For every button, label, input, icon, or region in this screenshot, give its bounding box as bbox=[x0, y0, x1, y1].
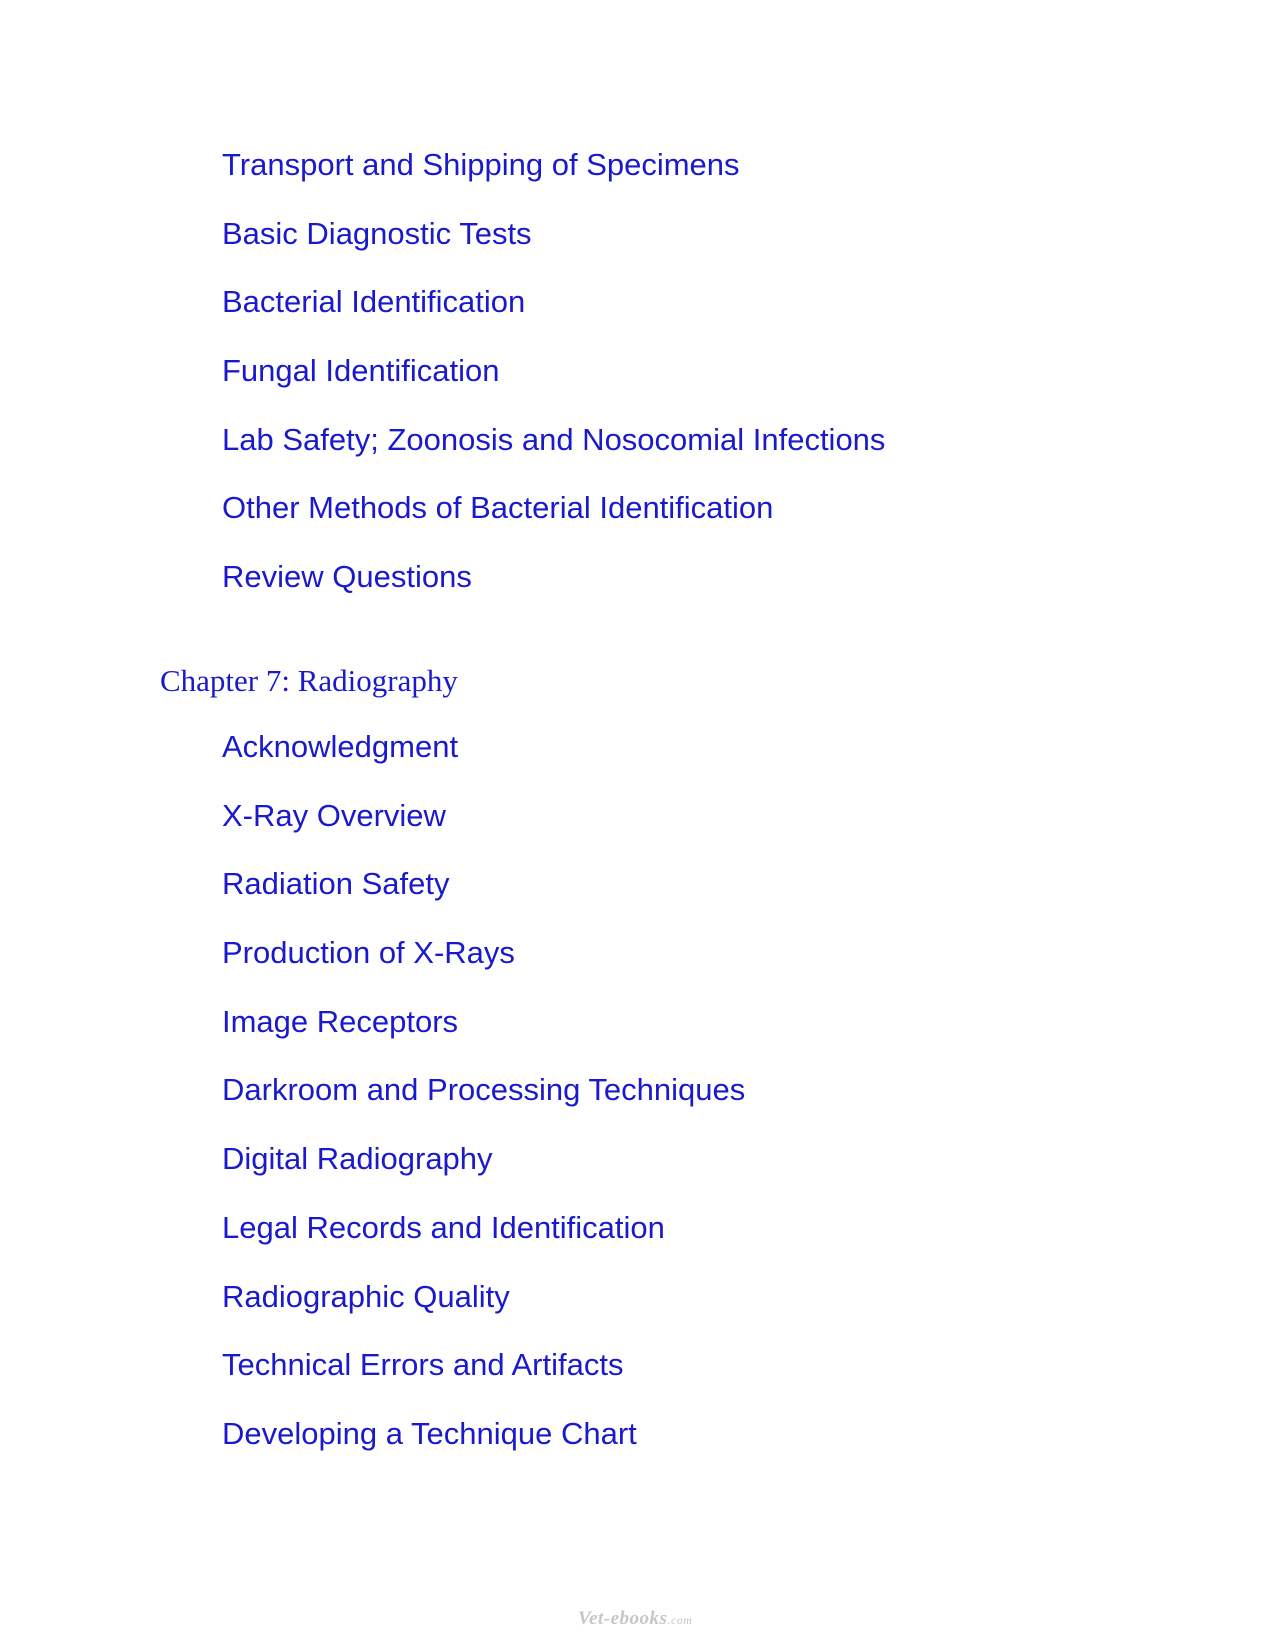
toc-link-image-receptors[interactable]: Image Receptors bbox=[222, 1003, 459, 1039]
list-item bbox=[222, 421, 886, 494]
toc-link-x-ray-overview[interactable]: X-Ray Overview bbox=[222, 797, 446, 833]
toc-link-transport-shipping[interactable]: Transport and Shipping of Specimens bbox=[222, 147, 740, 182]
list-item bbox=[222, 1003, 745, 1076]
toc-link-radiation-safety[interactable]: Radiation Safety bbox=[222, 866, 450, 902]
list-item bbox=[222, 866, 745, 938]
toc-section-radiography bbox=[222, 729, 746, 1488]
watermark-suffix: .com bbox=[667, 1613, 693, 1627]
list-item bbox=[222, 147, 885, 219]
toc-link-bacterial-identification[interactable]: Bacterial Identification bbox=[222, 284, 526, 320]
list-item bbox=[222, 729, 745, 801]
toc-link-lab-safety[interactable]: Lab Safety; Zoonosis and Nosocomial Infections bbox=[222, 421, 886, 457]
toc-link-other-methods[interactable]: Other Methods of Bacterial Identification bbox=[222, 490, 774, 526]
list-item bbox=[222, 1278, 745, 1351]
toc-link-technical-errors[interactable]: Technical Errors and Artifacts bbox=[222, 1347, 624, 1383]
toc-link-darkroom-processing[interactable]: Darkroom and Processing Techniques bbox=[222, 1072, 746, 1108]
list-item bbox=[222, 284, 885, 356]
list-item bbox=[222, 797, 745, 870]
list-item bbox=[222, 353, 885, 425]
toc-link-legal-records[interactable]: Legal Records and Identification bbox=[222, 1209, 665, 1245]
list-item bbox=[222, 1209, 745, 1282]
list-item bbox=[222, 215, 885, 288]
list-item bbox=[222, 935, 745, 1007]
list-item bbox=[222, 1347, 745, 1419]
toc-link-digital-radiography[interactable]: Digital Radiography bbox=[222, 1141, 493, 1177]
toc-link-technique-chart[interactable]: Developing a Technique Chart bbox=[222, 1415, 637, 1451]
list-item bbox=[222, 1415, 745, 1488]
toc-link-production-of-x-rays[interactable]: Production of X-Rays bbox=[222, 935, 515, 971]
list-item bbox=[222, 490, 885, 562]
list-item bbox=[222, 1072, 746, 1144]
list-item bbox=[222, 1141, 745, 1213]
toc-link-basic-diagnostic-tests[interactable]: Basic Diagnostic Tests bbox=[222, 215, 532, 251]
toc-link-radiographic-quality[interactable]: Radiographic Quality bbox=[222, 1278, 510, 1314]
watermark-text: Vet-ebooks bbox=[578, 1608, 668, 1629]
toc-link-fungal-identification[interactable]: Fungal Identification bbox=[222, 353, 500, 389]
toc-link-acknowledgment[interactable]: Acknowledgment bbox=[222, 729, 459, 764]
chapter-heading: Chapter 7: Radiography bbox=[160, 663, 458, 698]
toc-link-review-questions[interactable]: Review Questions bbox=[222, 559, 472, 595]
list-item bbox=[222, 559, 885, 631]
watermark-logo bbox=[578, 1608, 692, 1630]
toc-section-previous-chapter bbox=[222, 147, 886, 631]
